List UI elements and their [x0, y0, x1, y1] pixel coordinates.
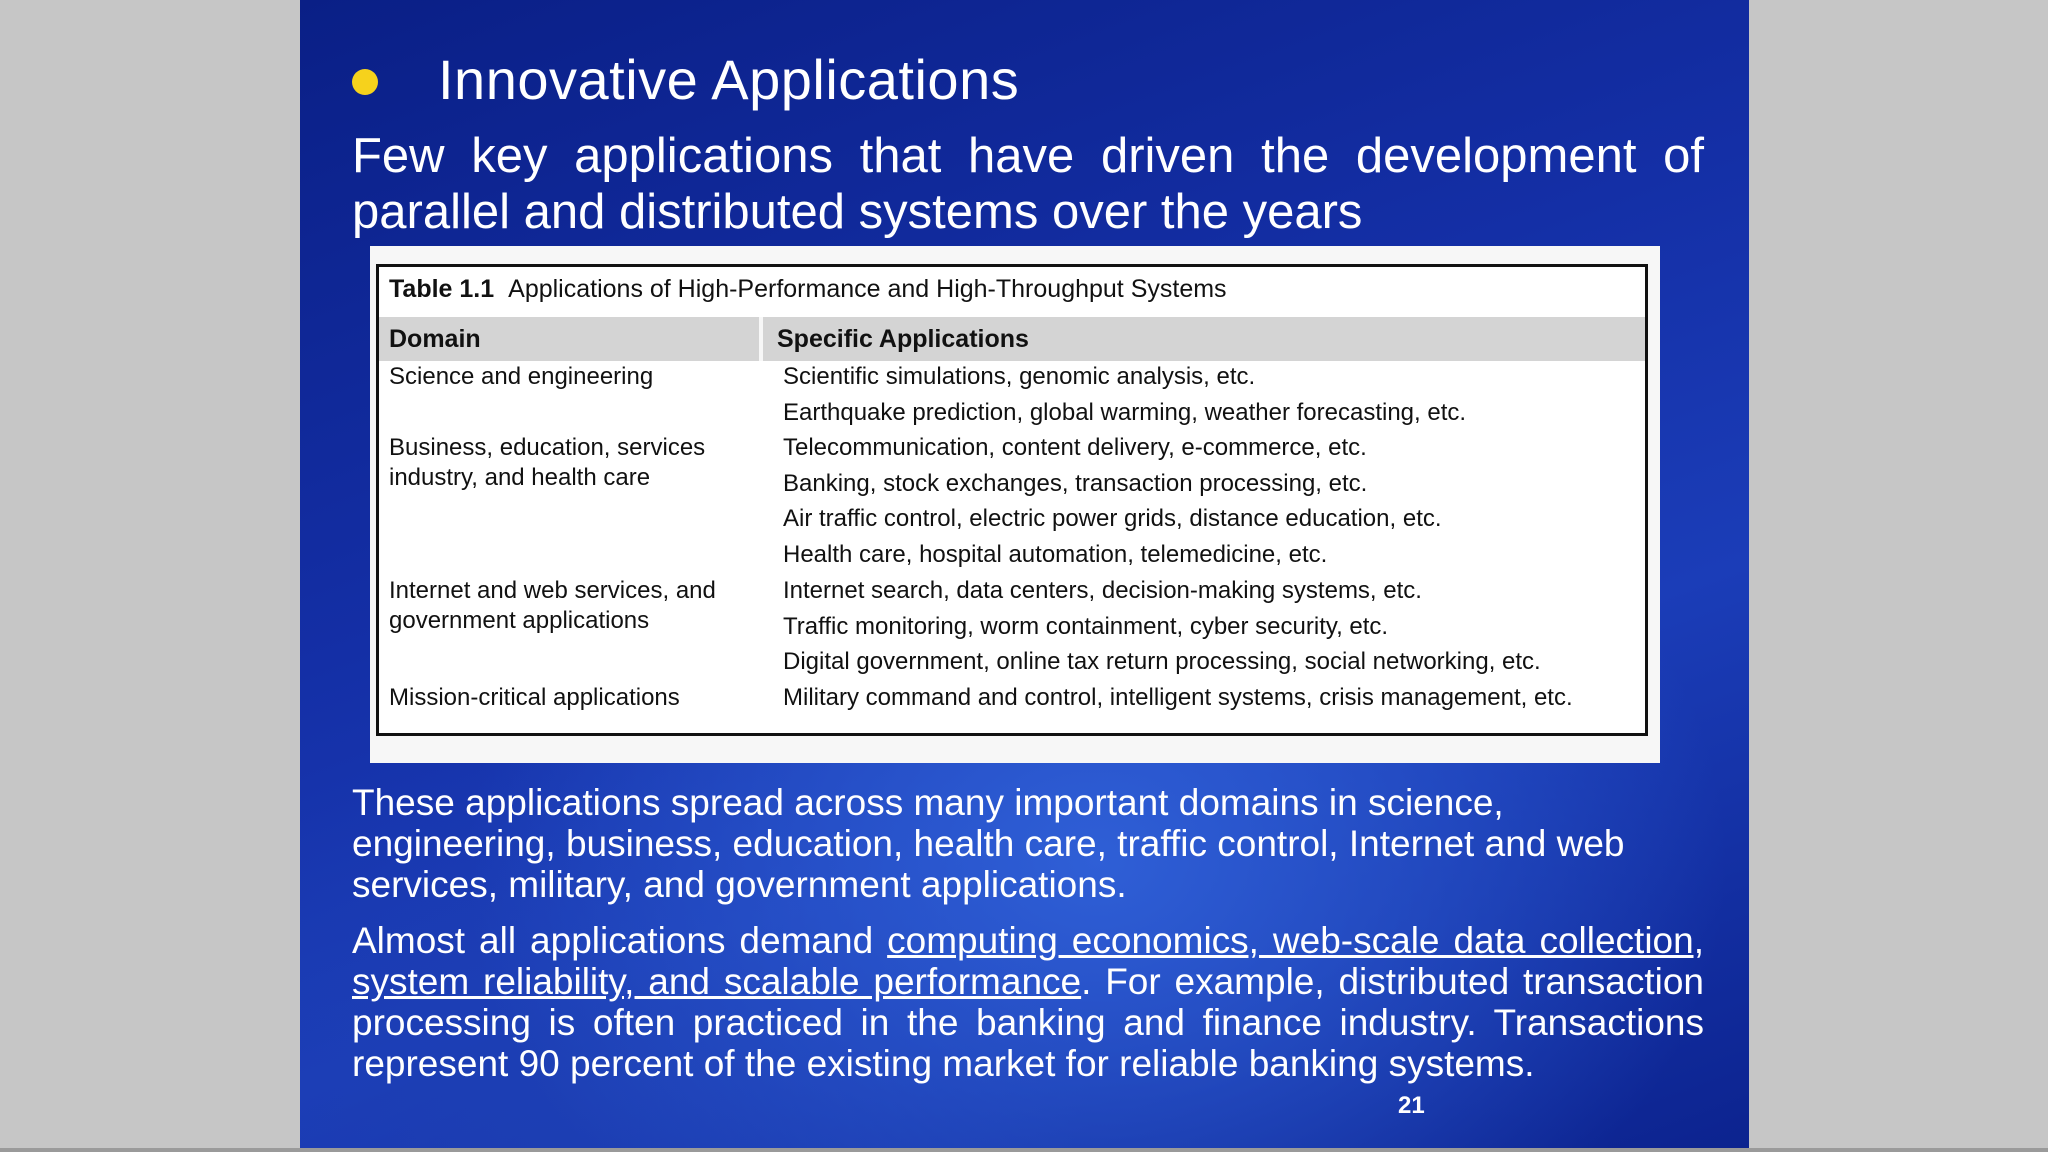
application-cell: Military command and control, intelligent systems, crisis management, etc. — [783, 684, 1573, 711]
para2-start: Almost all applications demand — [352, 920, 888, 961]
application-cell: Traffic monitoring, worm containment, cyber security, etc. — [783, 613, 1389, 640]
para2-end: . For example, distributed transaction processing is often practiced in the banking and finance industry. Transactions represent 90 percent of the existing market for reliable banking systems. — [352, 961, 1704, 1084]
table-caption-label: Table 1.1 — [389, 275, 495, 303]
table-caption — [389, 275, 1227, 304]
slide-subtitle: Few key applications that have driven the development of parallel and distributed systems over the years — [352, 129, 1704, 239]
table-caption-text: Applications of High-Performance and High-Throughput Systems — [508, 275, 1227, 303]
application-cell: Internet search, data centers, decision-making systems, etc. — [783, 577, 1422, 604]
header-specific-applications: Specific Applications — [777, 324, 1029, 353]
domain-cell: Mission-critical applications — [389, 684, 680, 711]
bottom-divider — [0, 1148, 2048, 1152]
application-cell: Digital government, online tax return processing, social networking, etc. — [783, 648, 1541, 675]
table-image — [370, 246, 1660, 763]
body-paragraph-domains: These applications spread across many important domains in science, engineering, business, education, health care, traffic control, Internet and web services, military, and government applications. — [352, 782, 1625, 905]
para2-underlined: computing economics, web-scale data collection, system reliability, and scalable performance — [352, 920, 1704, 1002]
page-number: 21 — [1398, 1092, 1425, 1119]
domain-cell: Science and engineering — [389, 363, 654, 390]
application-cell: Telecommunication, content delivery, e-commerce, etc. — [783, 434, 1367, 461]
header-domain: Domain — [379, 317, 763, 361]
title-row — [352, 44, 1019, 114]
domain-cell: Business, education, services industry, and health care — [389, 434, 706, 491]
applications-table — [376, 264, 1648, 736]
body-paragraph-demands — [352, 920, 1704, 1084]
slide-title: Innovative Applications — [438, 47, 1020, 111]
application-cell: Health care, hospital automation, telemedicine, etc. — [783, 541, 1328, 568]
application-cell: Earthquake prediction, global warming, weather forecasting, etc. — [783, 399, 1467, 426]
domain-cell: Internet and web services, and government applications — [389, 577, 716, 634]
table-header-row — [379, 317, 1645, 361]
application-cell: Air traffic control, electric power grids, distance education, etc. — [783, 505, 1442, 532]
slide — [300, 0, 1749, 1148]
application-cell: Banking, stock exchanges, transaction processing, etc. — [783, 470, 1368, 497]
bullet-dot-icon — [352, 69, 378, 95]
application-cell: Scientific simulations, genomic analysis, etc. — [783, 363, 1256, 390]
